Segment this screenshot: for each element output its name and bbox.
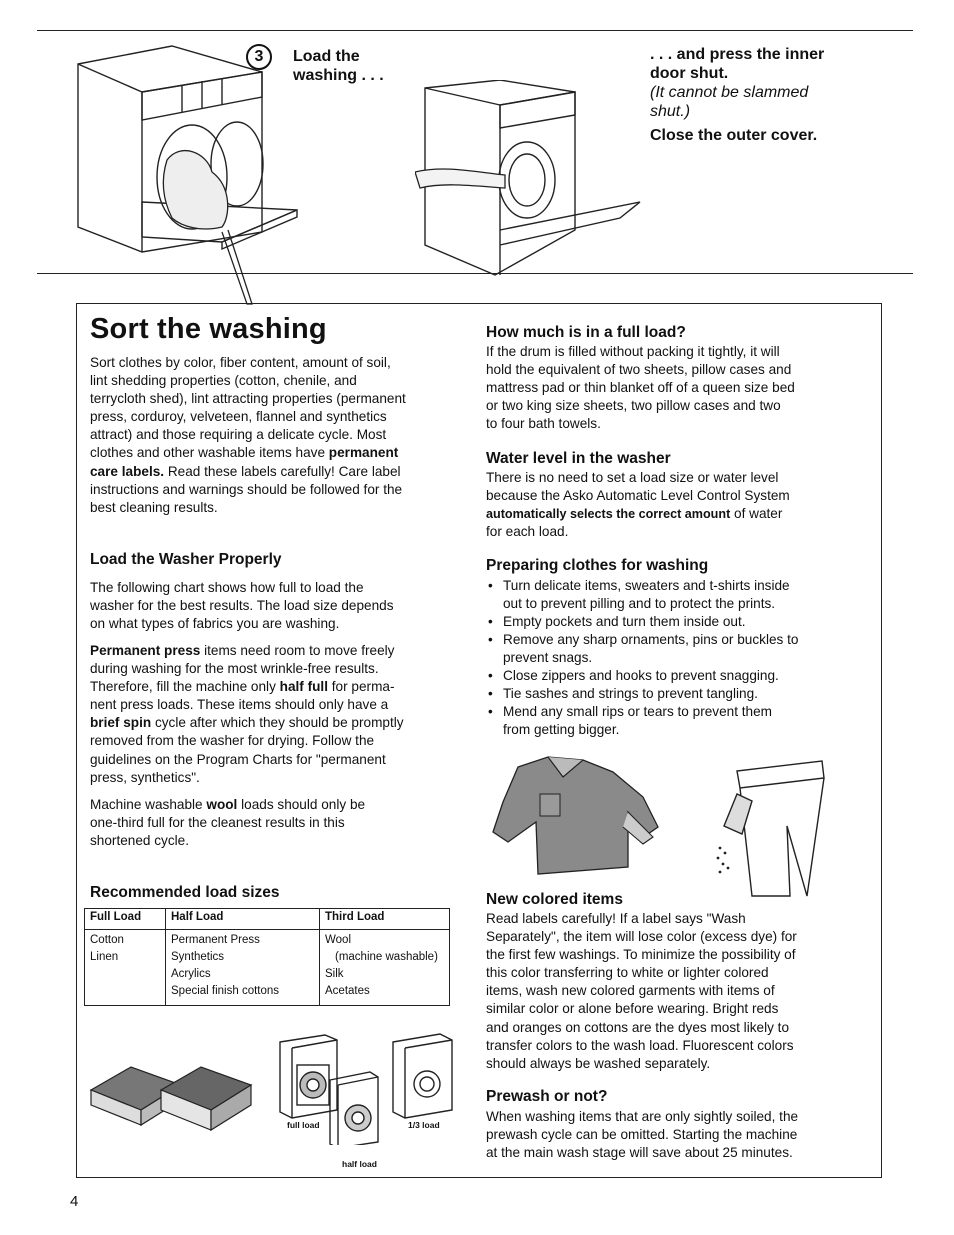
table-cell-full [85, 930, 166, 1006]
list-item [486, 685, 866, 703]
how-line: mattress pad or thin blanket off of a queen size bed [486, 380, 795, 396]
water-line: for each load. [486, 524, 569, 540]
intro-bold: permanent [328, 445, 399, 461]
list-item [486, 577, 866, 613]
load-line: The following chart shows how full to load the [90, 580, 364, 595]
folded-clothes-illustration [86, 1055, 266, 1135]
perm-line [90, 714, 460, 732]
how-much-heading: How much is in a full load? [486, 324, 686, 341]
list-item [486, 703, 866, 739]
intro-line: press, corduroy, velveteen, flannel and synthetics [90, 409, 387, 425]
top-rule [37, 30, 913, 31]
new-line: Separately", the item will lose color (excess dye) for [486, 929, 797, 945]
load-caption [293, 47, 384, 85]
list-item [486, 667, 866, 685]
prewash-paragraph [486, 1108, 866, 1162]
wool-line: shortened cycle. [90, 833, 189, 849]
closing-door-illustration [415, 80, 645, 280]
perm-bold: brief spin [90, 715, 152, 731]
list-line: prevent snags. [503, 650, 593, 665]
caption-third-load: 1/3 load [408, 1120, 440, 1130]
cell-item: Synthetics [171, 951, 225, 963]
cell-item: Special finish cottons [171, 985, 280, 997]
how-much-paragraph [486, 343, 866, 433]
intro-text: Read these labels carefully! Care label [164, 463, 401, 479]
intro-line: terrycloth shed), lint attracting properties (permanent [90, 391, 406, 407]
new-line: similar color or alone before wearing. Bright reds [486, 1001, 779, 1017]
load-paragraph [90, 579, 460, 633]
wool-line [90, 796, 460, 814]
cell-item: Wool [325, 934, 351, 946]
how-line: to four bath towels. [486, 416, 601, 432]
prewash-line: prewash cycle can be omitted. Starting the machine [486, 1127, 798, 1143]
load-caption-line2: washing . . . [293, 67, 384, 84]
perm-text: Therefore, fill the machine only [90, 679, 280, 695]
intro-paragraph [90, 354, 460, 517]
perm-text: for perma- [328, 679, 395, 695]
list-line: from getting bigger. [503, 722, 620, 737]
prewash-line: When washing items that are only sightly soiled, the [486, 1109, 799, 1124]
load-line: on what types of fabrics you are washing. [90, 616, 340, 632]
perm-bold: half full [279, 679, 328, 695]
prewash-heading: Prewash or not? [486, 1088, 608, 1105]
water-level-paragraph [486, 469, 866, 541]
list-line: • Empty pockets and turn them inside out. [503, 614, 746, 629]
cell-item: (machine washable) [335, 951, 438, 963]
list-line: out to prevent pilling and to protect the prints. [503, 596, 776, 611]
intro-line: instructions and warnings should be followed for the [90, 481, 403, 497]
perm-text: cycle after which they should be promptly [151, 715, 404, 731]
page-number: 4 [70, 1193, 79, 1210]
load-caption-line1: Load the [293, 48, 360, 65]
intro-text: clothes and other washable items have [90, 445, 329, 461]
perm-line: guidelines on the Program Charts for "permanent [90, 751, 386, 767]
new-line: and oranges on cottons are the dyes most likely to [486, 1019, 790, 1035]
new-line: this color transferring to white or lighter colored [486, 965, 769, 981]
recommended-heading: Recommended load sizes [90, 884, 280, 901]
perm-line [90, 642, 460, 660]
how-line: hold the equivalent of two sheets, pillow cases and [486, 362, 792, 378]
water-line: because the Asko Automatic Level Control System [486, 488, 790, 504]
new-colored-paragraph [486, 910, 866, 1073]
perm-line: removed from the washer for drying. Follow the [90, 733, 375, 749]
wool-line: one-third full for the cleanest results in this [90, 815, 345, 831]
intro-line: attract) and those requiring a delicate cycle. Most [90, 427, 387, 443]
table-cell-third [320, 930, 450, 1006]
list-line: • Remove any sharp ornaments, pins or buckles to [503, 632, 799, 647]
list-line: • Close zippers and hooks to prevent snagging. [503, 668, 779, 683]
wool-text: Machine washable [90, 797, 207, 812]
slam-caption-line2: shut.) [650, 103, 691, 120]
intro-line: best cleaning results. [90, 499, 218, 515]
press-caption-line1: . . . and press the inner [650, 46, 825, 63]
water-level-heading: Water level in the washer [486, 450, 671, 467]
new-colored-heading: New colored items [486, 891, 623, 908]
water-line [486, 505, 866, 523]
intro-bold: care labels. [90, 463, 165, 479]
new-line: items, wash new colored garments with items of [486, 983, 775, 999]
list-item [486, 631, 866, 667]
loading-washer-illustration [72, 42, 312, 312]
press-caption-line2: door shut. [650, 65, 729, 82]
pants-illustration [712, 756, 837, 901]
cell-item: Acrylics [171, 968, 211, 980]
new-line: transfer colors to the wash load. Fluorescent colors [486, 1037, 794, 1053]
intro-line: lint shedding properties (cotton, chenile, and [90, 373, 357, 389]
perm-bold: Permanent press [90, 643, 201, 658]
wool-bold: wool [206, 797, 238, 812]
table-header-row [85, 909, 450, 930]
caption-full-load: full load [287, 1120, 320, 1130]
cell-item: Cotton [90, 934, 124, 946]
list-line: • Turn delicate items, sweaters and t-shirts inside [503, 578, 790, 593]
shirt-illustration [478, 752, 668, 877]
permanent-press-paragraph [90, 642, 460, 787]
cell-item: Linen [90, 951, 119, 963]
new-line: should always be washed separately. [486, 1055, 711, 1071]
perm-line: during washing for the most wrinkle-free results. [90, 661, 379, 677]
cell-item: Permanent Press [171, 934, 260, 946]
list-item [486, 613, 866, 631]
intro-line [90, 463, 460, 481]
water-text: of water [730, 506, 783, 522]
cell-item: Acetates [325, 985, 370, 997]
prewash-line: at the main wash stage will save about 25 minutes. [486, 1145, 793, 1161]
cell-item: Silk [325, 968, 344, 980]
intro-line [90, 444, 460, 462]
table-row [85, 930, 450, 1006]
preparing-heading: Preparing clothes for washing [486, 557, 709, 574]
intro-line: Sort clothes by color, fiber content, amount of soil, [90, 355, 391, 370]
slam-caption-line1: (It cannot be slammed [650, 84, 809, 101]
how-line: If the drum is filled without packing it tightly, it will [486, 344, 780, 359]
list-line: • Mend any small rips or tears to prevent them [503, 704, 772, 719]
step-number: 3 [246, 44, 272, 70]
perm-line: nent press loads. These items should only have a [90, 697, 389, 713]
page-title: Sort the washing [90, 313, 327, 345]
how-line: or two king size sheets, two pillow cases and two [486, 398, 781, 414]
table-header: Half Load [166, 909, 320, 930]
perm-text: items need room to move freely [200, 643, 395, 658]
table-cell-half [166, 930, 320, 1006]
wool-paragraph [90, 796, 460, 850]
water-line: There is no need to set a load size or water level [486, 470, 779, 485]
load-line: washer for the best results. The load size depends [90, 598, 394, 614]
caption-half-load: half load [342, 1159, 377, 1169]
load-sizes-table [84, 908, 450, 1006]
wool-text: loads should only be [237, 797, 366, 812]
water-bold: automatically selects the correct amount [486, 507, 731, 522]
list-line: • Tie sashes and strings to prevent tangling. [503, 686, 758, 701]
preparing-list [486, 577, 866, 739]
table-header: Full Load [85, 909, 166, 930]
table-header: Third Load [320, 909, 450, 930]
press-caption [650, 45, 824, 121]
close-caption: Close the outer cover. [650, 127, 818, 144]
new-line: the first few washings. To minimize the possibility of [486, 947, 796, 963]
new-line: Read labels carefully! If a label says "Wash [486, 911, 746, 926]
load-heading: Load the Washer Properly [90, 551, 282, 568]
perm-line: press, synthetics". [90, 769, 200, 785]
perm-line [90, 678, 460, 696]
